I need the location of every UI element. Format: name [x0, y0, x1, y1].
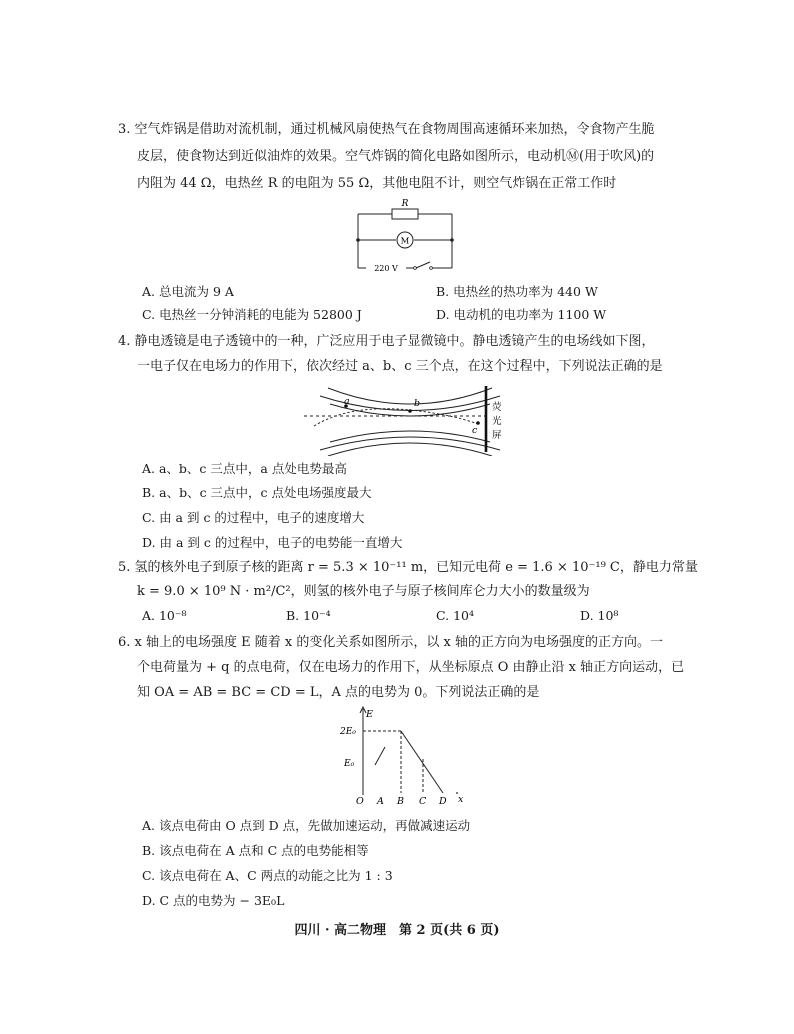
q5-option-d: D. 10⁸: [580, 608, 619, 623]
x-tick-c: C: [419, 796, 427, 807]
q4-option-b: B. a、b、c 三点中，c 点处电场强度最大: [142, 485, 372, 500]
screen-label-3: 屏: [492, 430, 502, 441]
page-footer: 四川 · 高二物理 第 2 页(共 6 页): [294, 923, 500, 938]
y-tick-e0: E₀: [344, 759, 355, 769]
q4-line-2: 一电子仅在电场力的作用下，依次经过 a、b、c 三个点，在这个过程中，下列说法正确的是: [137, 359, 663, 374]
q3-line-2: 皮层，使食物达到近似油炸的效果。空气炸锅的简化电路如图所示，电动机Ⓜ(用于吹风)的: [137, 149, 655, 164]
q6-option-c: C. 该点电荷在 A、C 两点的动能之比为 1 : 3: [142, 868, 393, 883]
screen-label-2: 光: [492, 416, 502, 427]
point-b-label: b: [414, 398, 421, 409]
q3-option-d: D. 电动机的电功率为 1100 W: [436, 307, 607, 322]
q6-option-d: D. C 点的电势为 − 3E₀L: [142, 893, 285, 908]
q4-field-lines-diagram: [300, 380, 510, 456]
q3-option-b: B. 电热丝的热功率为 440 W: [436, 284, 598, 299]
q4-option-a: A. a、b、c 三点中，a 点处电势最高: [142, 461, 347, 476]
point-c-label: c: [472, 425, 478, 436]
q3-line-3: 内阻为 44 Ω，电热丝 R 的电阻为 55 Ω，其他电阻不计，则空气炸锅在正常工作时: [137, 176, 617, 191]
x-axis-label: x: [458, 794, 464, 805]
q5-line-1: 5. 氢的核外电子到原子核的距离 r = 5.3 × 10⁻¹¹ m，已知元电荷 e = 1.6 × 10⁻¹⁹ C，静电力常量: [118, 560, 698, 575]
source-label: 220 V: [374, 264, 398, 273]
x-tick-a: A: [377, 796, 384, 807]
screen-label-1: 荧: [492, 402, 502, 413]
e-axis-label: E: [366, 709, 373, 720]
x-tick-o: O: [356, 796, 364, 807]
point-a-label: a: [344, 396, 350, 407]
y-tick-2e0: 2E₀: [340, 727, 356, 737]
motor-label: M: [400, 236, 410, 247]
q6-e-x-graph: [335, 703, 475, 809]
q4-option-c: C. 由 a 到 c 的过程中，电子的速度增大: [142, 510, 365, 525]
q3-line-1: 3. 空气炸锅是借助对流机制，通过机械风扇使热气在食物周围高速循环来加热，令食物产生脆: [118, 122, 655, 137]
q6-line-1: 6. x 轴上的电场强度 E 随着 x 的变化关系如图所示，以 x 轴的正方向为电场强度的正方向。一: [118, 635, 663, 650]
q5-line-2: k = 9.0 × 10⁹ N · m²/C²，则氢的核外电子与原子核间库仑力大小的数量级为: [137, 584, 590, 599]
q6-line-2: 个电荷量为 + q 的点电荷，仅在电场力的作用下，从坐标原点 O 由静止沿 x 轴正方向运动，已: [137, 660, 685, 675]
q4-option-d: D. 由 a 到 c 的过程中，电子的电势能一直增大: [142, 535, 403, 550]
q3-circuit-diagram: [350, 196, 460, 278]
q3-option-c: C. 电热丝一分钟消耗的电能为 52800 J: [142, 307, 362, 322]
q5-option-c: C. 10⁴: [436, 608, 474, 623]
q4-line-1: 4. 静电透镜是电子透镜中的一种，广泛应用于电子显微镜中。静电透镜产生的电场线如下图，: [118, 334, 655, 349]
q6-option-a: A. 该点电荷由 O 点到 D 点，先做加速运动，再做减速运动: [142, 818, 471, 833]
q5-option-b: B. 10⁻⁴: [286, 608, 331, 623]
resistor-label: R: [401, 199, 409, 209]
q6-line-3: 知 OA = AB = BC = CD = L，A 点的电势为 0。下列说法正确的是: [137, 685, 540, 700]
q6-option-b: B. 该点电荷在 A 点和 C 点的电势能相等: [142, 843, 369, 858]
x-tick-d: D: [439, 796, 447, 807]
x-tick-b: B: [397, 796, 404, 807]
q3-option-a: A. 总电流为 9 A: [142, 284, 234, 299]
q5-option-a: A. 10⁻⁸: [142, 608, 187, 623]
